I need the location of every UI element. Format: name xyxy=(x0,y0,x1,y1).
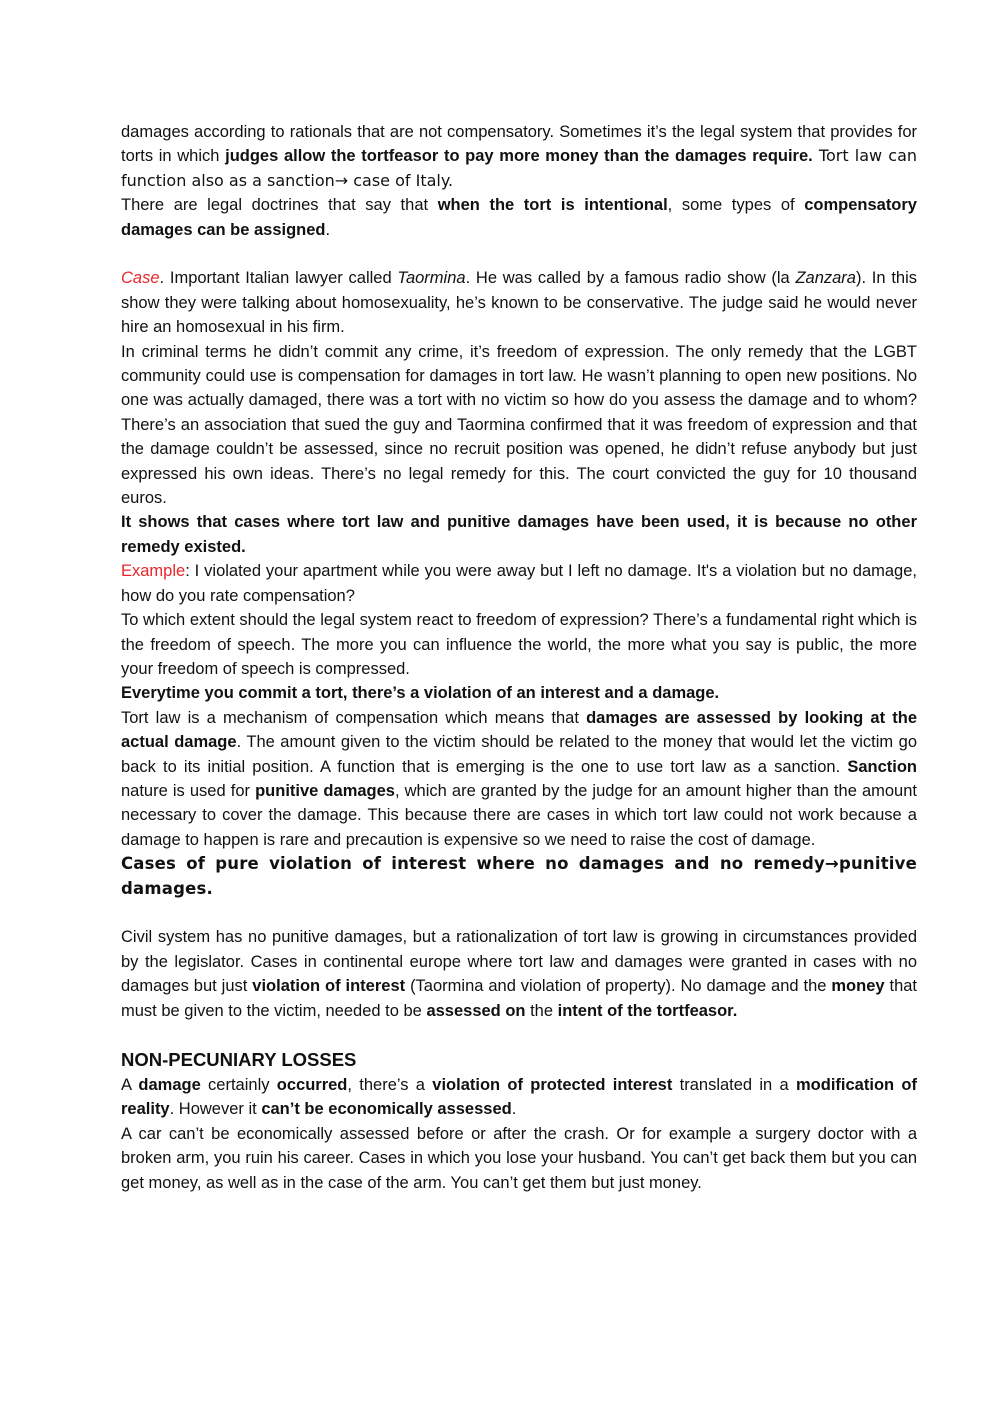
bold-phrase: violation of interest xyxy=(252,977,406,996)
blank-line xyxy=(121,1023,917,1047)
bold-phrase: when the tort is intentional xyxy=(437,196,668,215)
paragraph-tort-violation: Everytime you commit a tort, there’s a violation of an interest and a damage. xyxy=(121,684,720,703)
paragraph-freedom-of-speech: To which extent should the legal system react to freedom of expression? There’s a fundamental right which is the freedom of speech. The more you can influence the world, the more what you say is public, the more your freedom of speech is compressed. xyxy=(121,611,917,678)
bold-phrase: Sanction xyxy=(847,757,917,776)
bold-phrase: punitive damages xyxy=(255,781,395,800)
bold-phrase: occurred xyxy=(276,1076,348,1094)
bold-phrase: violation of protected interest xyxy=(432,1076,673,1094)
paragraph-example: Example: I violated your apartment while you were away but I left no damage. It's a violation but no damage, how do you rate compensation? xyxy=(121,562,917,605)
bold-phrase: judges allow the tortfeasor to pay more money than the damages require. xyxy=(225,147,813,166)
bold-phrase: damages are assessed by looking at the actual damage xyxy=(121,708,917,752)
lawyer-name: Taormina xyxy=(397,269,466,288)
paragraph-car-example: A car can’t be economically assessed before or after the crash. Or for example a surgery doctor with a broken arm, you ruin his career. Cases in which you lose your husband. You can’t get back them but you can get money, as well as in the case of the arm. You can’t get them but just money. xyxy=(121,1124,917,1192)
bold-phrase: can’t be economically assessed xyxy=(261,1100,512,1119)
document-page xyxy=(121,120,917,1195)
bold-phrase: damage xyxy=(138,1076,201,1094)
paragraph-case-taormina: Case. Important Italian lawyer called Taormina. He was called by a famous radio show (la Zanzara). In this show they were talking about homosexuality, he’s known to be conservative. The judge said he would never hire an homosexual in his firm. xyxy=(121,269,917,337)
sanction-note: Tort law can function also as a sanction→ case of Italy. xyxy=(121,146,918,190)
blank-line xyxy=(121,242,917,266)
example-label: Example xyxy=(121,562,186,581)
paragraph-civil-system: Civil system has no punitive damages, but a rationalization of tort law is growing in circumstances provided by the legislator. Cases in continental europe where tort law and damages were granted in cases with no damages but just violation of interest (Taormina and violation of property). No damage and the money that must be given to the victim, needed to be assessed on the intent of the tortfeasor. xyxy=(121,928,918,1020)
section-heading: NON-PECUNIARY LOSSES xyxy=(121,1049,357,1070)
paragraph-compensation-mechanism: Tort law is a mechanism of compensation which means that damages are assessed by looking at the actual damage. The amount given to the victim should be related to the money that would let the victim go back to its initial position. A function that is emerging is the one to use tort law as a sanction. Sanction nature is used for punitive damages, which are granted by the judge for an amount higher than the amount necessary to cover the damage. This because there are cases in which tort law could not work because a damage to happen is rare and precaution is expensive so we need to raise the cost of damage. xyxy=(121,708,917,849)
bold-phrase: modification of reality xyxy=(121,1076,917,1119)
bold-phrase: assessed on xyxy=(426,1001,526,1020)
paragraph-case-conclusion: It shows that cases where tort law and punitive damages have been used, it is because no other remedy existed. xyxy=(121,513,917,556)
blank-line xyxy=(121,901,917,925)
paragraph-pure-violation: Cases of pure violation of interest where no damages and no remedy→punitive damages. xyxy=(121,854,917,898)
paragraph-sanction-intro: damages according to rationals that are not compensatory. Sometimes it’s the legal system that provides for torts in which judges allow the tortfeasor to pay more money than the damages require. Tort law can function also as a sanction→ case of Italy. xyxy=(121,123,918,190)
paragraph-damage-occurred: A damage certainly occurred, there’s a violation of protected interest translated in a modification of reality. However it can’t be economically assessed. xyxy=(121,1076,917,1119)
bold-phrase: compensatory damages can be assigned xyxy=(121,196,917,239)
bold-phrase: money xyxy=(831,977,885,996)
paragraph-criminal-terms: In criminal terms he didn’t commit any crime, it’s freedom of expression. The only remedy that the LGBT community could use is compensation for damages in tort law. He wasn’t planning to open new positions. No one was actually damaged, there was a tort with no victim so how do you assess the damage and to whom? There’s an association that sued the guy and Taormina confirmed that it was freedom of expression and that the damage couldn’t be assessed, since no recruit position was opened, he didn’t refuse anybody but just expressed his own ideas. There’s no legal remedy for this. The court convicted the guy for 10 thousand euros. xyxy=(121,342,917,508)
case-label: Case xyxy=(121,269,160,288)
bold-phrase: intent of the tortfeasor. xyxy=(557,1001,738,1020)
paragraph-legal-doctrines: There are legal doctrines that say that when the tort is intentional, some types of compensatory damages can be assigned. xyxy=(121,196,917,239)
radio-show-name: Zanzara xyxy=(795,269,856,288)
